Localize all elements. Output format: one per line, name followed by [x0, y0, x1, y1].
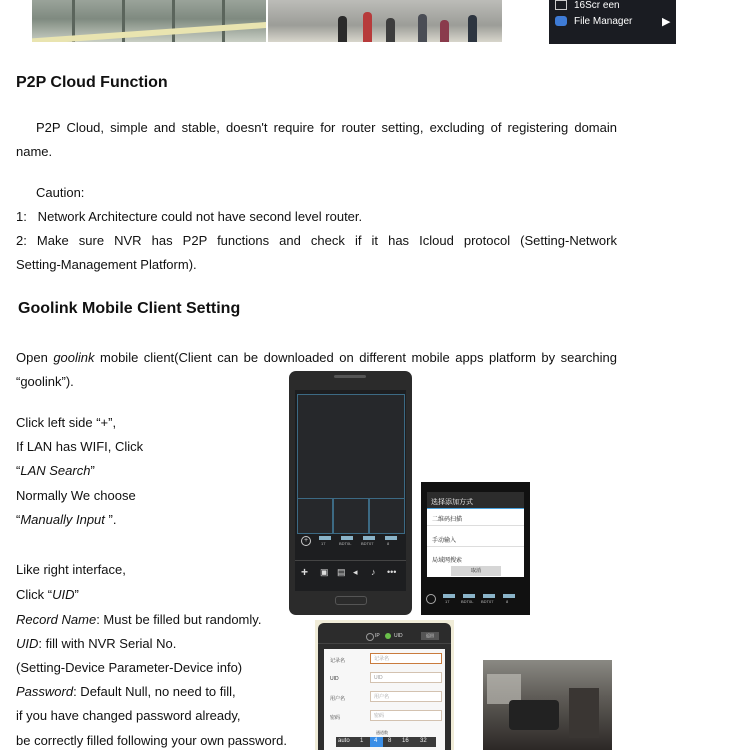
grid-icon — [555, 0, 567, 10]
channel-chip — [363, 536, 375, 540]
channel-option[interactable]: 4 — [374, 738, 378, 744]
add-icon[interactable]: + — [301, 536, 311, 546]
password-input[interactable]: 密码 — [370, 710, 442, 721]
channel-chip — [483, 594, 495, 598]
video-cell[interactable] — [333, 498, 369, 534]
channel-label: BDT0L — [339, 541, 352, 546]
channel-chip — [463, 594, 475, 598]
audio-icon[interactable]: ◂ — [353, 567, 358, 577]
train-station-photo — [32, 0, 266, 42]
context-menu — [549, 0, 676, 44]
section-heading-p2p: P2P Cloud Function — [16, 74, 168, 91]
password-changed-text: if you have changed password already, — [16, 708, 241, 723]
manual-input-text: “Manually Input ”. — [16, 512, 117, 527]
record-name-text: Record Name: Must be filled but randomly. — [16, 612, 262, 627]
channel-option[interactable]: 8 — [388, 738, 392, 744]
folder-icon — [555, 16, 567, 26]
channel-label: BDT07 — [481, 599, 494, 604]
channel-label: 17 — [445, 599, 450, 604]
lan-wifi-text: If LAN has WIFI, Click — [16, 439, 144, 454]
channel-label: BDT0L — [461, 599, 474, 604]
channel-chip — [385, 536, 397, 540]
dialog-title: 选择添加方式 — [431, 499, 473, 506]
password-label: 密码 — [330, 715, 341, 721]
username-label: 用户名 — [330, 696, 346, 702]
option-lan-search[interactable]: 局域网搜索 — [432, 558, 463, 564]
click-uid-text: Click “UID” — [16, 587, 79, 602]
crowd-street-photo — [268, 0, 502, 42]
like-right-text: Like right interface, — [16, 562, 126, 577]
add-method-dialog-screen — [421, 482, 530, 615]
add-toolbar-icon[interactable]: + — [301, 565, 309, 579]
channel-selector — [336, 737, 436, 747]
channel-option[interactable]: 16 — [402, 738, 409, 744]
submenu-arrow-icon: ▶ — [662, 16, 671, 28]
uid-input[interactable]: UID — [370, 672, 442, 683]
record-name-label: 记录名 — [330, 658, 346, 664]
channel-chip — [503, 594, 515, 598]
caution-item-2-line1: 2: Make sure NVR has P2P functions and check if it has Icloud protocol (Setting-Network — [16, 233, 617, 248]
device-label-row — [443, 594, 525, 606]
option-divider — [427, 525, 524, 526]
password-text: Password: Default Null, no need to fill, — [16, 684, 236, 699]
cancel-button[interactable]: 取消 — [451, 566, 501, 576]
uid-form — [324, 649, 445, 750]
uid-text: UID: fill with NVR Serial No. — [16, 636, 177, 651]
home-button[interactable] — [335, 596, 367, 605]
option-divider — [427, 546, 524, 547]
uid-radio[interactable] — [385, 633, 391, 639]
channel-label: 8 — [387, 541, 390, 546]
channel-count-label: 通道数 — [376, 730, 388, 735]
phone-screen — [295, 390, 406, 591]
video-cell[interactable] — [369, 498, 405, 534]
channel-label: BDT07 — [361, 541, 374, 546]
channel-chip — [443, 594, 455, 598]
password-correct-text: be correctly filled following your own password. — [16, 733, 287, 748]
menu-item-file-manager[interactable]: File Manager — [555, 16, 632, 27]
caution-label: Caution: — [36, 185, 85, 200]
normally-text: Normally We choose — [16, 488, 136, 503]
camera-icon[interactable]: ▣ — [320, 567, 329, 577]
goolink-open-line1: Open goolink mobile client(Client can be downloaded on different mobile apps platform by searching — [16, 350, 618, 365]
phone-speaker — [334, 375, 366, 378]
camera-snapshot — [483, 660, 612, 750]
channel-option[interactable]: 1 — [360, 738, 364, 744]
option-manual-input[interactable]: 手动输入 — [432, 538, 457, 544]
ip-radio[interactable] — [366, 633, 374, 641]
dialog-box — [427, 492, 524, 577]
section-heading-goolink: Goolink Mobile Client Setting — [18, 300, 241, 317]
username-input[interactable]: 用户名 — [370, 691, 442, 702]
video-cell[interactable] — [297, 498, 333, 534]
dialog-options — [427, 509, 524, 577]
uid-label: UID — [394, 633, 403, 639]
option-qr-scan[interactable]: 二维码扫描 — [432, 517, 463, 523]
channel-option[interactable]: auto — [338, 738, 350, 744]
back-button[interactable]: 返回 — [421, 632, 439, 640]
channel-option[interactable]: 32 — [420, 738, 427, 744]
phone-body — [318, 623, 451, 750]
record-icon[interactable]: ▤ — [337, 567, 346, 577]
p2p-description-line2: name. — [16, 144, 53, 159]
uid-path-text: (Setting-Device Parameter-Device info) — [16, 660, 243, 675]
phone-uid-form — [315, 620, 454, 750]
toolbar-divider — [295, 560, 406, 561]
lan-search-text: “LAN Search” — [16, 463, 95, 478]
caution-item-1: 1: Network Architecture could not have second level router. — [16, 209, 363, 224]
top-bar-divider — [318, 643, 451, 644]
chair-shape — [509, 700, 559, 730]
device-label-row — [319, 536, 407, 548]
menu-item-16screen[interactable]: 16Scr een — [555, 0, 620, 11]
channel-label: 8 — [506, 599, 509, 604]
channel-chip — [319, 536, 331, 540]
video-cell-main[interactable] — [297, 394, 405, 499]
phone-live-view — [289, 371, 412, 615]
channel-label: 17 — [321, 541, 326, 546]
ip-label: IP — [375, 633, 380, 639]
p2p-description-line1: P2P Cloud, simple and stable, doesn't require for router setting, excluding of registering domain — [36, 120, 617, 135]
microphone-icon[interactable]: ♪ — [371, 567, 376, 577]
goolink-open-line2: “goolink”). — [16, 374, 74, 389]
add-icon[interactable] — [426, 594, 436, 604]
caution-item-2-line2: Setting-Management Platform). — [16, 257, 197, 272]
record-name-input[interactable]: 记录名 — [370, 653, 442, 664]
cabinet-shape — [569, 688, 599, 738]
channel-chip — [341, 536, 353, 540]
uid-field-label: UID — [330, 676, 339, 682]
click-plus-text: Click left side “+”, — [16, 415, 117, 430]
more-icon[interactable]: ••• — [387, 567, 397, 577]
